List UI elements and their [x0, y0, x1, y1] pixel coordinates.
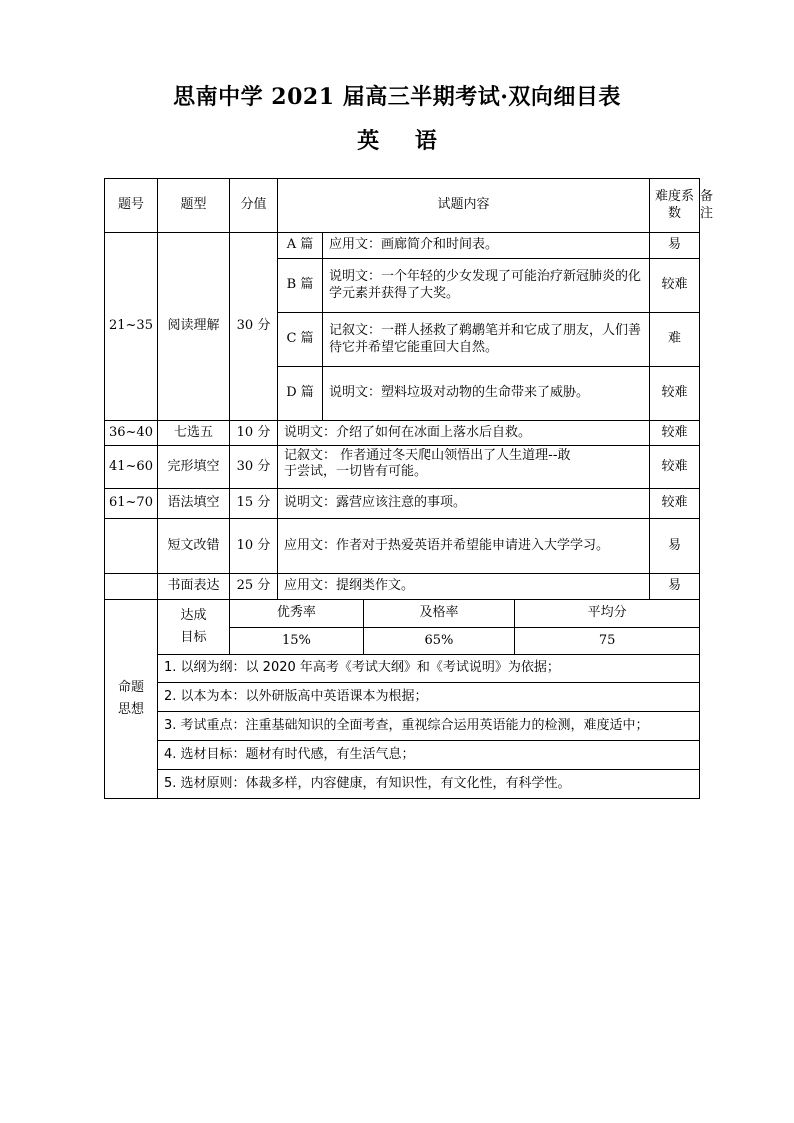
passage-label: C 篇 [278, 313, 323, 367]
row-number [105, 519, 158, 574]
goals-label-line: 达成 [180, 607, 207, 623]
excellent-rate-label: 优秀率 [230, 600, 363, 627]
document-title: 思南中学 2021 届高三半期考试·双向细目表 [173, 84, 621, 110]
goals-label-line: 目标 [180, 630, 207, 645]
row-type: 完形填空 [158, 446, 230, 489]
passage-difficulty: 较难 [650, 367, 700, 421]
thought-row [105, 770, 700, 799]
row-difficulty: 较难 [650, 489, 700, 519]
row-score: 25 分 [230, 574, 278, 600]
thoughts-label [105, 600, 158, 799]
passage-label: B 篇 [278, 259, 323, 313]
row-number: 41~60 [105, 446, 158, 489]
pass-rate-value: 65% [363, 627, 514, 654]
goals-value-row [230, 627, 699, 654]
row-type: 书面表达 [158, 574, 230, 600]
excellent-rate-value: 15% [230, 627, 363, 654]
row-content: 说明文：露营应该注意的事项。 [278, 489, 650, 519]
pass-rate-label: 及格率 [363, 600, 514, 627]
thought-item: 4. 选材目标：题材有时代感，有生活气息； [158, 741, 700, 770]
passage-difficulty: 易 [650, 233, 700, 259]
question-row-writing [105, 574, 700, 600]
thought-row [105, 741, 700, 770]
row-type: 短文改错 [158, 519, 230, 574]
average-score-value: 75 [515, 627, 699, 654]
passage-content: 记叙文：一群人拯救了鹈鹕笔并和它成了朋友，人们善待它并希望它能重回大自然。 [323, 313, 650, 367]
thought-row [105, 655, 700, 683]
header-number: 题号 [105, 179, 158, 233]
thoughts-label-line: 命题 [117, 679, 144, 695]
passage-content: 应用文：画廊简介和时间表。 [323, 233, 650, 259]
reading-number: 21~35 [105, 233, 158, 421]
goals-header-row [230, 600, 699, 627]
row-type: 七选五 [158, 421, 230, 446]
row-content-line: 于尝试，一切皆有可能。 [284, 464, 428, 480]
row-type: 语法填空 [158, 489, 230, 519]
thought-row [105, 712, 700, 741]
thought-item: 1. 以纲为纲：以 2020 年高考《考试大纲》和《考试说明》为依据； [158, 655, 700, 683]
row-difficulty: 较难 [650, 421, 700, 446]
goals-grid-cell [230, 600, 700, 655]
row-number: 36~40 [105, 421, 158, 446]
reading-score: 30 分 [230, 233, 278, 421]
question-row-correction [105, 519, 700, 574]
passage-content: 说明文：塑料垃圾对动物的生命带来了威胁。 [323, 367, 650, 421]
row-number: 61~70 [105, 489, 158, 519]
header-content: 试题内容 [278, 179, 650, 233]
thought-row [105, 683, 700, 712]
thought-item: 2. 以本为本：以外研版高中英语课本为根据； [158, 683, 700, 712]
passage-label: A 篇 [278, 233, 323, 259]
passage-content: 说明文：一个年轻的少女发现了可能治疗新冠肺炎的化学元素并获得了大奖。 [323, 259, 650, 313]
question-row-grammar [105, 489, 700, 519]
reading-row-a [105, 233, 700, 259]
passage-label: D 篇 [278, 367, 323, 421]
row-content-line: 记叙文： 作者通过冬天爬山领悟出了人生道理--敢 [284, 448, 571, 463]
passage-difficulty: 较难 [650, 259, 700, 313]
row-difficulty: 易 [650, 519, 700, 574]
header-difficulty: 难度系数 [650, 179, 700, 233]
row-content: 应用文：作者对于热爱英语并希望能申请进入大学学习。 [278, 519, 650, 574]
row-score: 10 分 [230, 519, 278, 574]
question-row-seven-choice [105, 421, 700, 446]
goals-label [158, 600, 230, 655]
row-score: 10 分 [230, 421, 278, 446]
header-type: 题型 [158, 179, 230, 233]
row-score: 15 分 [230, 489, 278, 519]
thought-item: 5. 选材原则：体裁多样，内容健康，有知识性，有文化性，有科学性。 [158, 770, 700, 799]
row-score: 30 分 [230, 446, 278, 489]
document-subject: 英 语 [357, 128, 451, 154]
passage-difficulty: 难 [650, 313, 700, 367]
row-number [105, 574, 158, 600]
goals-grid [230, 600, 699, 654]
header-score: 分值 [230, 179, 278, 233]
header-row: 题号 题型 分值 试题内容 难度系数 备注 [105, 179, 700, 233]
thought-item: 3. 考试重点：注重基础知识的全面考查，重视综合运用英语能力的检测，难度适中； [158, 712, 700, 741]
average-score-label: 平均分 [587, 605, 627, 621]
row-content: 应用文：提纲类作文。 [278, 574, 650, 600]
specification-table [104, 178, 714, 799]
row-content: 说明文：介绍了如何在冰面上落水后自救。 [278, 421, 650, 446]
row-difficulty: 较难 [650, 446, 700, 489]
reading-type: 阅读理解 [158, 233, 230, 421]
row-content [278, 446, 650, 489]
row-difficulty: 易 [650, 574, 700, 600]
goals-row [105, 600, 700, 655]
question-row-cloze [105, 446, 700, 489]
thoughts-label-line: 思想 [117, 702, 144, 717]
